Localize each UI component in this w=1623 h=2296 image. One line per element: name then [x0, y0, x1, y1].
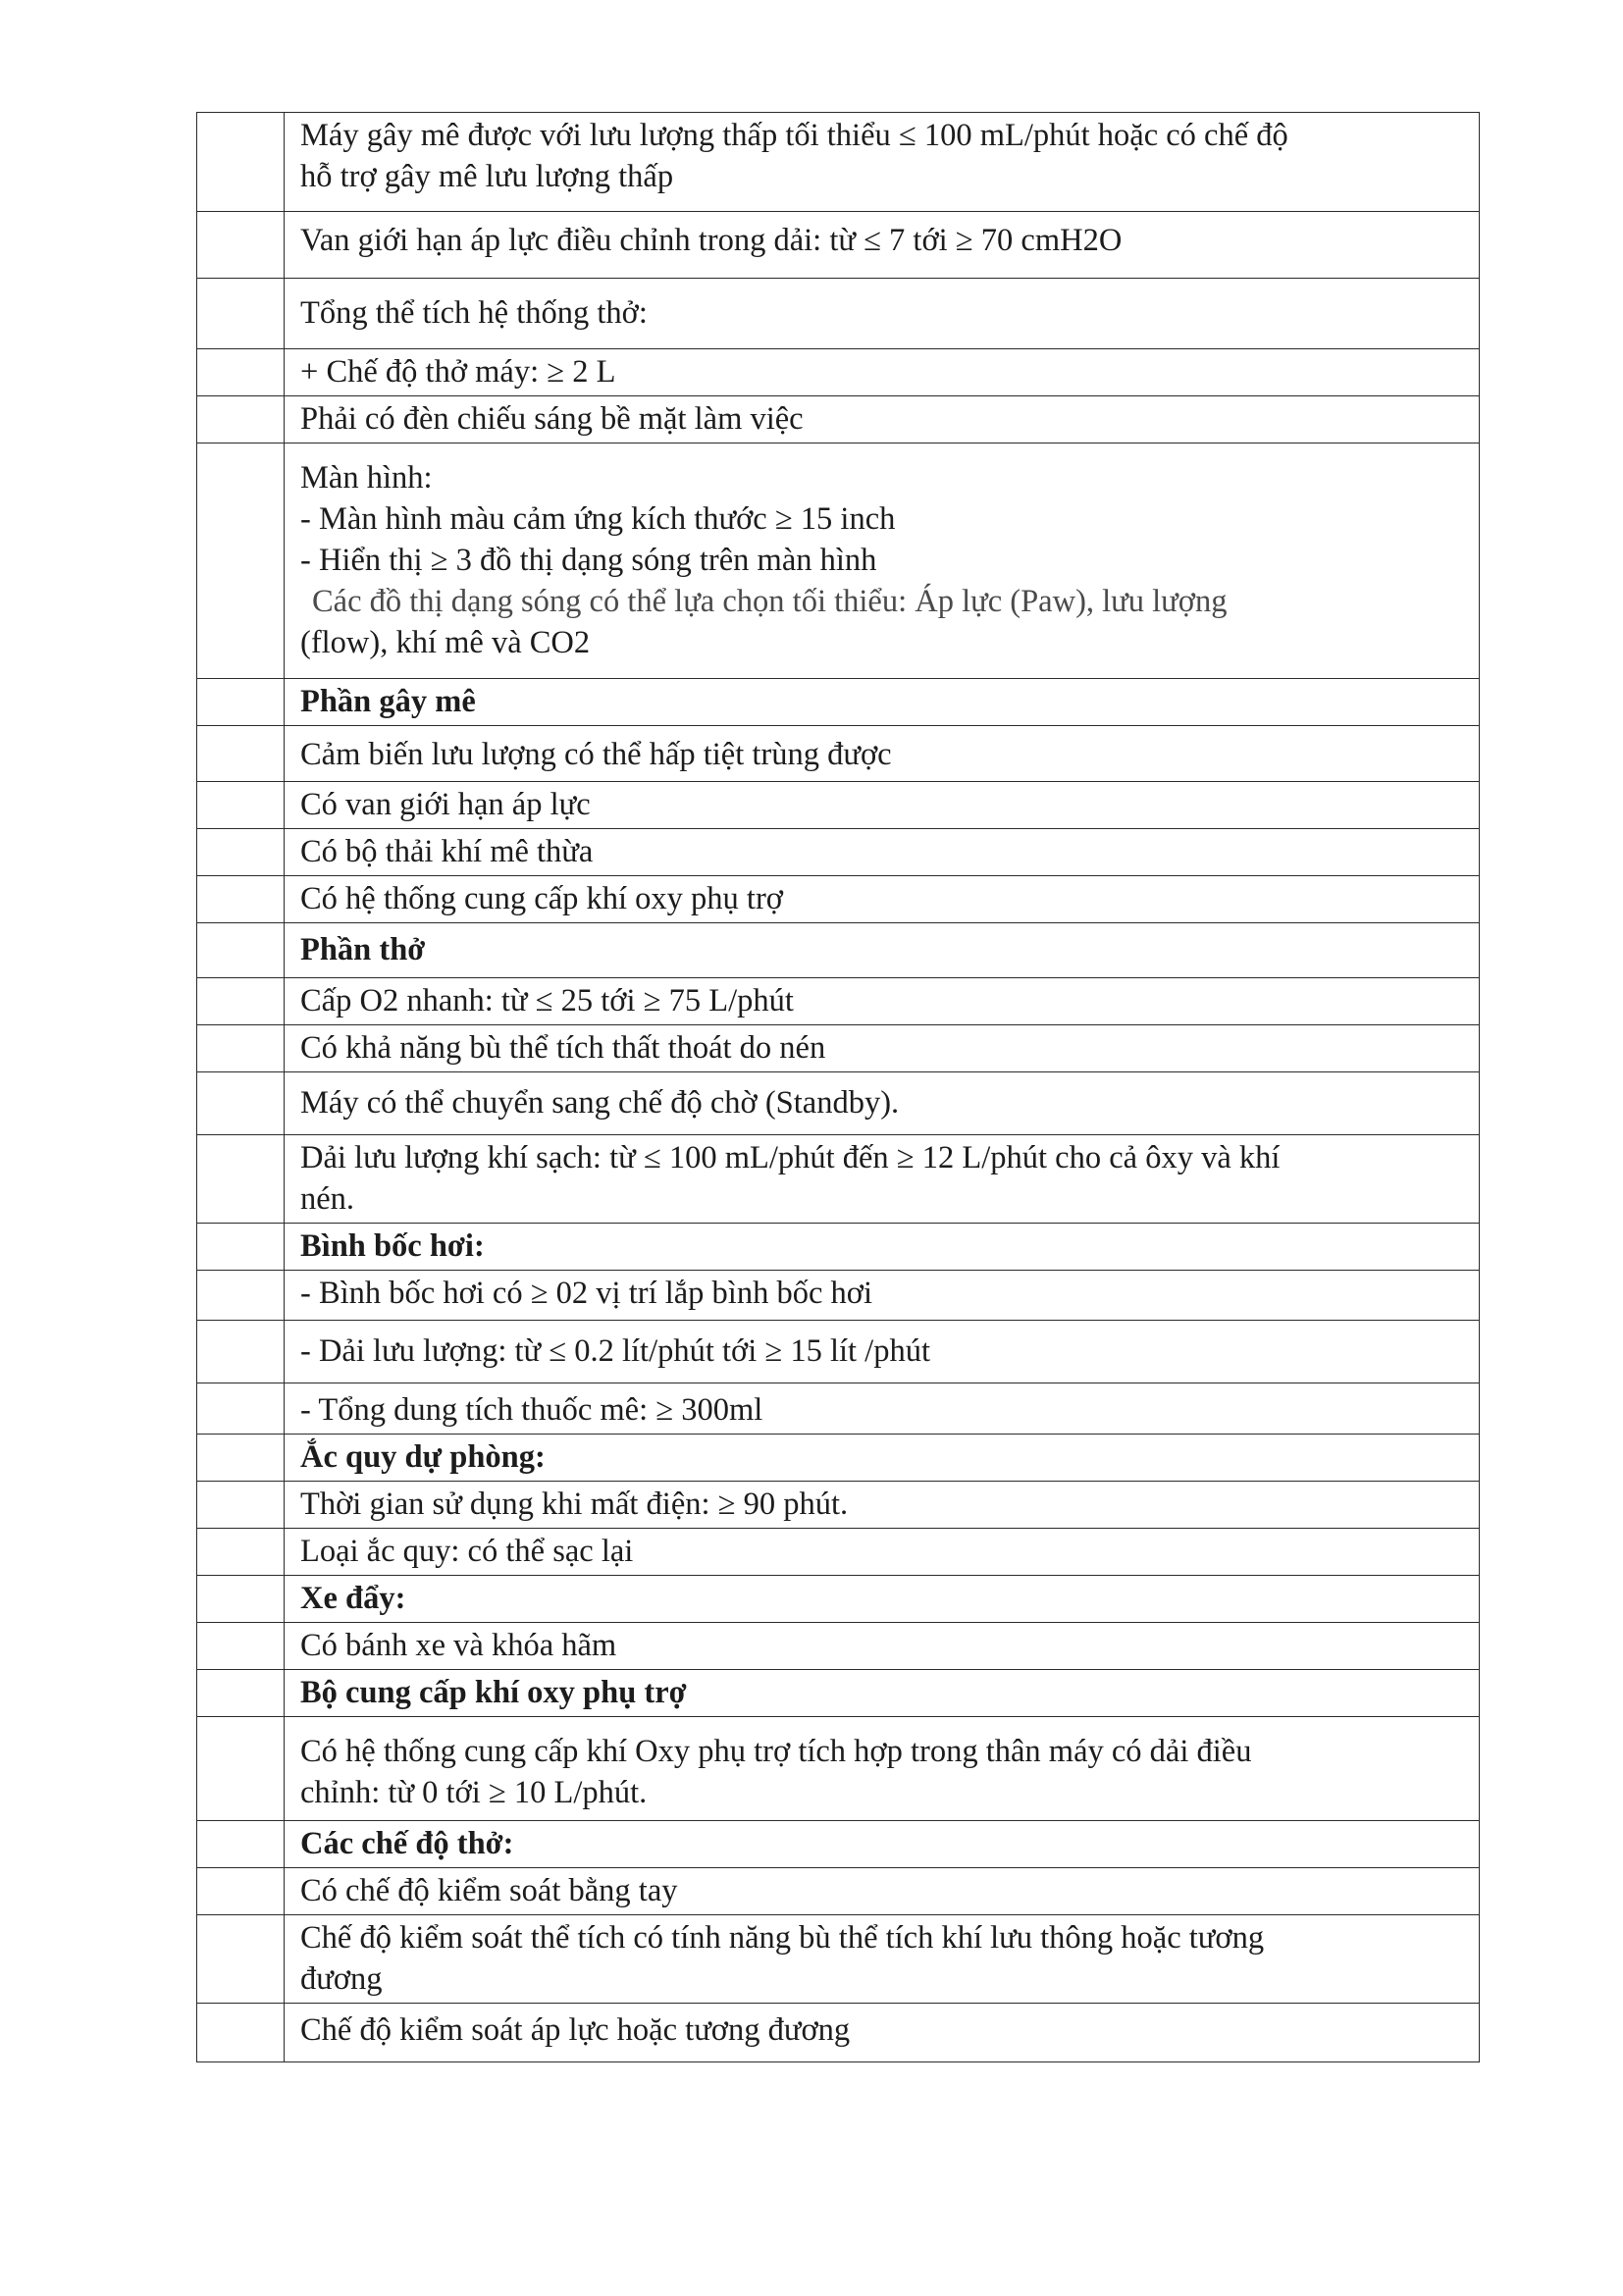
spec-text: đương — [300, 1961, 383, 1997]
spec-text: Chế độ kiểm soát thể tích có tính năng bù thể tích khí lưu thông hoặc tương — [300, 1920, 1265, 1956]
spec-cell — [285, 1271, 1480, 1321]
spec-text: Có hệ thống cung cấp khí Oxy phụ trợ tích hợp trong thân máy có dải điều — [300, 1734, 1252, 1769]
table-row — [197, 829, 1480, 876]
table-row — [197, 1623, 1480, 1670]
spec-text: (flow), khí mê và CO2 — [300, 625, 591, 660]
spec-cell — [285, 1717, 1480, 1821]
specification-table-body — [197, 113, 1480, 2062]
spec-cell — [285, 212, 1480, 279]
spec-text: - Dải lưu lượng: từ ≤ 0.2 lít/phút tới ≥ 15 lít /phút — [300, 1333, 930, 1369]
spec-text: Chế độ kiểm soát áp lực hoặc tương đương — [300, 2012, 851, 2048]
spec-text: Máy có thể chuyển sang chế độ chờ (Standby). — [300, 1085, 900, 1121]
table-row — [197, 212, 1480, 279]
section-heading-cell — [285, 1670, 1480, 1717]
section-heading: Xe đẩy: — [300, 1581, 406, 1616]
spec-text: Có bánh xe và khóa hãm — [300, 1628, 617, 1663]
index-cell — [197, 1435, 285, 1482]
spec-text: Tổng thể tích hệ thống thở: — [300, 295, 648, 331]
spec-cell — [285, 726, 1480, 782]
table-row — [197, 1135, 1480, 1224]
index-cell — [197, 782, 285, 829]
index-cell — [197, 1383, 285, 1435]
specification-table — [196, 112, 1480, 2062]
index-cell — [197, 1072, 285, 1135]
table-row — [197, 1915, 1480, 2004]
table-row — [197, 396, 1480, 444]
index-cell — [197, 396, 285, 444]
spec-text: Có hệ thống cung cấp khí oxy phụ trợ — [300, 881, 783, 916]
index-cell — [197, 1224, 285, 1271]
spec-text: Dải lưu lượng khí sạch: từ ≤ 100 mL/phút đến ≥ 12 L/phút cho cả ôxy và khí — [300, 1140, 1281, 1175]
spec-cell — [285, 1135, 1480, 1224]
index-cell — [197, 1670, 285, 1717]
spec-cell — [285, 1623, 1480, 1670]
spec-cell — [285, 1025, 1480, 1072]
section-heading: Phần gây mê — [300, 684, 476, 719]
index-cell — [197, 1321, 285, 1383]
table-row — [197, 1321, 1480, 1383]
table-row — [197, 923, 1480, 978]
index-cell — [197, 726, 285, 782]
spec-text: Có khả năng bù thể tích thất thoát do nén — [300, 1030, 826, 1066]
spec-cell — [285, 1482, 1480, 1529]
table-row — [197, 1482, 1480, 1529]
table-row — [197, 279, 1480, 349]
index-cell — [197, 2004, 285, 2062]
spec-cell — [285, 113, 1480, 212]
spec-text: Màn hình: — [300, 460, 433, 496]
index-cell — [197, 923, 285, 978]
index-cell — [197, 1135, 285, 1224]
index-cell — [197, 829, 285, 876]
spec-cell — [285, 876, 1480, 923]
section-heading-cell — [285, 923, 1480, 978]
table-row — [197, 978, 1480, 1025]
spec-cell — [285, 1529, 1480, 1576]
spec-text: nén. — [300, 1181, 355, 1217]
index-cell — [197, 978, 285, 1025]
section-heading: Phần thở — [300, 932, 426, 967]
section-heading-cell — [285, 679, 1480, 726]
index-cell — [197, 1821, 285, 1868]
spec-text: - Hiển thị ≥ 3 đồ thị dạng sóng trên màn hình — [300, 543, 877, 578]
spec-cell — [285, 1868, 1480, 1915]
section-heading-cell — [285, 1821, 1480, 1868]
spec-text: Có chế độ kiểm soát bằng tay — [300, 1873, 678, 1908]
section-heading: Ắc quy dự phòng: — [300, 1439, 546, 1475]
index-cell — [197, 876, 285, 923]
index-cell — [197, 1623, 285, 1670]
index-cell — [197, 1529, 285, 1576]
index-cell — [197, 1482, 285, 1529]
spec-cell — [285, 1383, 1480, 1435]
index-cell — [197, 212, 285, 279]
table-row — [197, 1435, 1480, 1482]
spec-cell — [285, 978, 1480, 1025]
index-cell — [197, 349, 285, 396]
table-row — [197, 1868, 1480, 1915]
spec-text: hỗ trợ gây mê lưu lượng thấp — [300, 159, 674, 194]
spec-text: Các đồ thị dạng sóng có thể lựa chọn tối thiểu: Áp lực (Paw), lưu lượng — [312, 584, 1228, 619]
spec-text: chỉnh: từ 0 tới ≥ 10 L/phút. — [300, 1775, 648, 1810]
spec-cell — [285, 782, 1480, 829]
section-heading-cell — [285, 1576, 1480, 1623]
spec-text: Có bộ thải khí mê thừa — [300, 834, 594, 869]
index-cell — [197, 1271, 285, 1321]
spec-cell — [285, 829, 1480, 876]
table-row — [197, 1383, 1480, 1435]
table-row — [197, 726, 1480, 782]
spec-cell — [285, 2004, 1480, 2062]
index-cell — [197, 279, 285, 349]
spec-text: - Màn hình màu cảm ứng kích thước ≥ 15 inch — [300, 501, 896, 537]
spec-text: Cảm biến lưu lượng có thể hấp tiệt trùng được — [300, 737, 892, 772]
spec-text: Van giới hạn áp lực điều chỉnh trong dải: từ ≤ 7 tới ≥ 70 cmH2O — [300, 223, 1123, 258]
spec-text: + Chế độ thở máy: ≥ 2 L — [300, 354, 616, 390]
section-heading-cell — [285, 1435, 1480, 1482]
index-cell — [197, 1025, 285, 1072]
table-row — [197, 1072, 1480, 1135]
spec-text: Thời gian sử dụng khi mất điện: ≥ 90 phút. — [300, 1487, 849, 1522]
table-row — [197, 1670, 1480, 1717]
table-row — [197, 113, 1480, 212]
spec-cell — [285, 349, 1480, 396]
table-row — [197, 2004, 1480, 2062]
table-row — [197, 444, 1480, 679]
spec-cell — [285, 396, 1480, 444]
table-row — [197, 679, 1480, 726]
table-row — [197, 1271, 1480, 1321]
index-cell — [197, 113, 285, 212]
table-row — [197, 1224, 1480, 1271]
section-heading: Các chế độ thở: — [300, 1826, 514, 1861]
section-heading: Bình bốc hơi: — [300, 1228, 485, 1264]
index-cell — [197, 1915, 285, 2004]
table-row — [197, 1717, 1480, 1821]
index-cell — [197, 444, 285, 679]
spec-cell — [285, 1915, 1480, 2004]
table-row — [197, 876, 1480, 923]
section-heading-cell — [285, 1224, 1480, 1271]
spec-cell — [285, 279, 1480, 349]
spec-text: - Tổng dung tích thuốc mê: ≥ 300ml — [300, 1392, 763, 1428]
section-heading: Bộ cung cấp khí oxy phụ trợ — [300, 1675, 687, 1710]
index-cell — [197, 1868, 285, 1915]
table-row — [197, 1025, 1480, 1072]
spec-cell — [285, 1321, 1480, 1383]
spec-text: Loại ắc quy: có thể sạc lại — [300, 1534, 634, 1569]
table-row — [197, 782, 1480, 829]
table-row — [197, 1576, 1480, 1623]
index-cell — [197, 1717, 285, 1821]
table-row — [197, 1821, 1480, 1868]
spec-text: Có van giới hạn áp lực — [300, 787, 591, 822]
table-row — [197, 1529, 1480, 1576]
spec-text: Cấp O2 nhanh: từ ≤ 25 tới ≥ 75 L/phút — [300, 983, 794, 1018]
spec-text: Máy gây mê được với lưu lượng thấp tối thiểu ≤ 100 mL/phút hoặc có chế độ — [300, 118, 1288, 153]
spec-cell — [285, 1072, 1480, 1135]
index-cell — [197, 679, 285, 726]
index-cell — [197, 1576, 285, 1623]
spec-cell — [285, 444, 1480, 679]
table-row — [197, 349, 1480, 396]
spec-text: Phải có đèn chiếu sáng bề mặt làm việc — [300, 401, 804, 437]
spec-text: - Bình bốc hơi có ≥ 02 vị trí lắp bình bốc hơi — [300, 1276, 872, 1311]
